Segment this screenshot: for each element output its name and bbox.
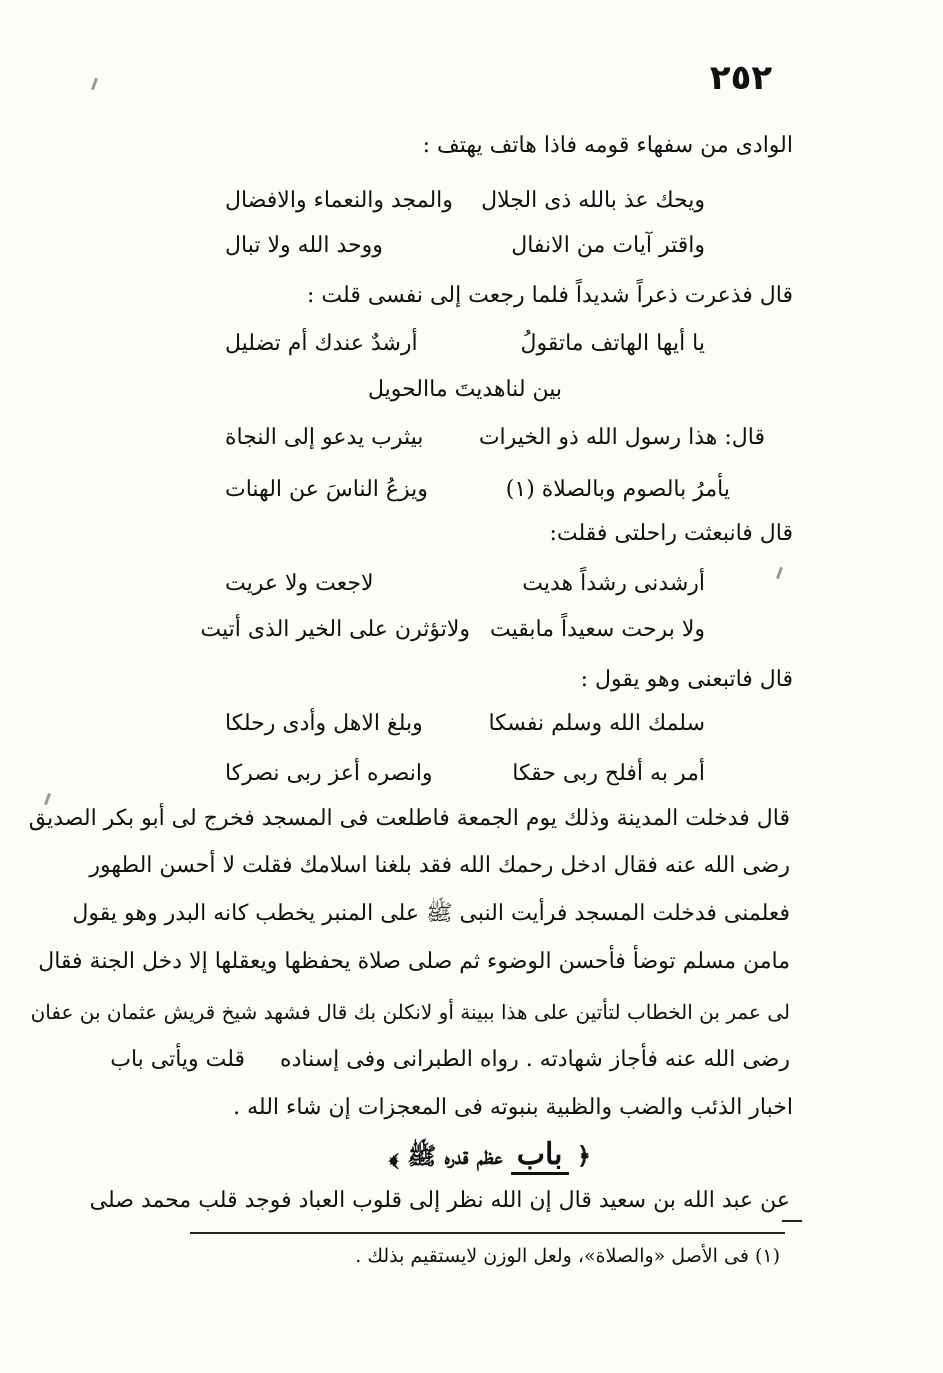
footnote-rule [190,1232,785,1234]
verse-4-left: بيثرب يدعو إلى النجاة [225,425,424,450]
last-text-line: عن عبد الله بن سعيد قال إن الله نظر إلى قلوب العباد فوجد قلب محمد صلى [89,1188,790,1213]
section-heading [330,1135,650,1176]
prose-line-6: رضى الله عنه فأجاز شهادته . رواه الطبرانى وفى إسناده قلت ويأتى باب [110,1047,790,1072]
heading-title: عظم قدره ﷺ [407,1141,503,1170]
prose-line-1: قال فدخلت المدينة وذلك يوم الجمعة فاطلعت فى المسجد فخرج لى أبو بكر الصديق [28,806,790,831]
verse-9-right: أمر به أفلح ربى حقكا [512,761,705,786]
verse-7-right: ولا برحت سعيداً مابقيت [490,617,705,642]
verse-1-left: والمجد والنعماء والافضال [225,188,453,213]
verse-3-right: يا أيها الهاتف ماتقولُ [520,331,705,356]
verse-5-right: يأمرُ بالصوم وبالصلاة (١) [505,477,730,502]
heading-bab: باب [511,1137,569,1175]
text-line-1: الوادى من سفهاء قومه فاذا هاتف يهتف : [422,133,793,158]
text-line-14: قال فاتبعنى وهو يقول : [580,667,793,692]
prose-line-2: رضى الله عنه فقال ادخل رحمك الله فقد بلغنا اسلامك فقلت لا أحسن الطهور [89,853,790,878]
verse-2-right: واقتر آيات من الانفال [511,233,705,258]
verse-8-right: سلمك الله وسلم نفسكا [488,711,705,736]
verse-2-left: ووحد الله ولا تبال [225,233,383,258]
verse-6-right: أرشدنى رشداً هديت [522,571,705,596]
prose-line-5: لى عمر بن الخطاب لتأتين على هذا ببينة أو لانكلن بك قال فشهد شيخ قريش عثمان بن عفان [30,1000,790,1024]
text-line-11: قال فانبعثت راحلتى فقلت: [549,521,793,546]
verse-9-left: وانصره أعز ربى نصركا [225,761,433,786]
verse-8-left: وبلغ الاهل وأدى رحلكا [225,711,423,736]
verse-1-right: ويحك عذ بالله ذى الجلال [481,188,705,213]
verse-4-right: قال: هذا رسول الله ذو الخيرات [478,425,765,450]
prose-line-7: اخبار الذئب والضب والظبية بنبوته فى المعجزات إن شاء الله . [233,1095,793,1120]
verse-7-left: ولاتؤثرن على الخير الذى أتيت [200,617,470,642]
ornament-open: ﴿ [576,1141,591,1170]
text-line-4: قال فذعرت ذعراً شديداً فلما رجعت إلى نفسى قلت : [307,283,793,308]
prose-line-4: مامن مسلم توضأ فأحسن الوضوء ثم صلى صلاة يحفظها ويعقلها إلا دخل الجنة فقال [38,949,790,974]
verse-6-left: لاجعت ولا عريت [225,571,374,596]
prose-line-3: فعلمنى فدخلت المسجد فرأيت النبى ﷺ على المنبر يخطب كانه البدر وهو يقول [72,901,790,926]
separator-short [782,1220,802,1222]
ornament-close: ﴾ [389,1141,399,1170]
page-speck [776,567,783,579]
verse-single: بين لناهديتَ ماالحويل [367,377,563,402]
page-number: ٢٥٢ [709,58,773,98]
verse-5-left: ويزعُ الناسَ عن الهنات [225,477,428,502]
page-speck [91,78,98,90]
verse-3-left: أرشدٌ عندك أم تضليل [225,331,418,356]
footnote: (١) فى الأصل «والصلاة»، ولعل الوزن لايستقيم بذلك . [355,1245,780,1267]
